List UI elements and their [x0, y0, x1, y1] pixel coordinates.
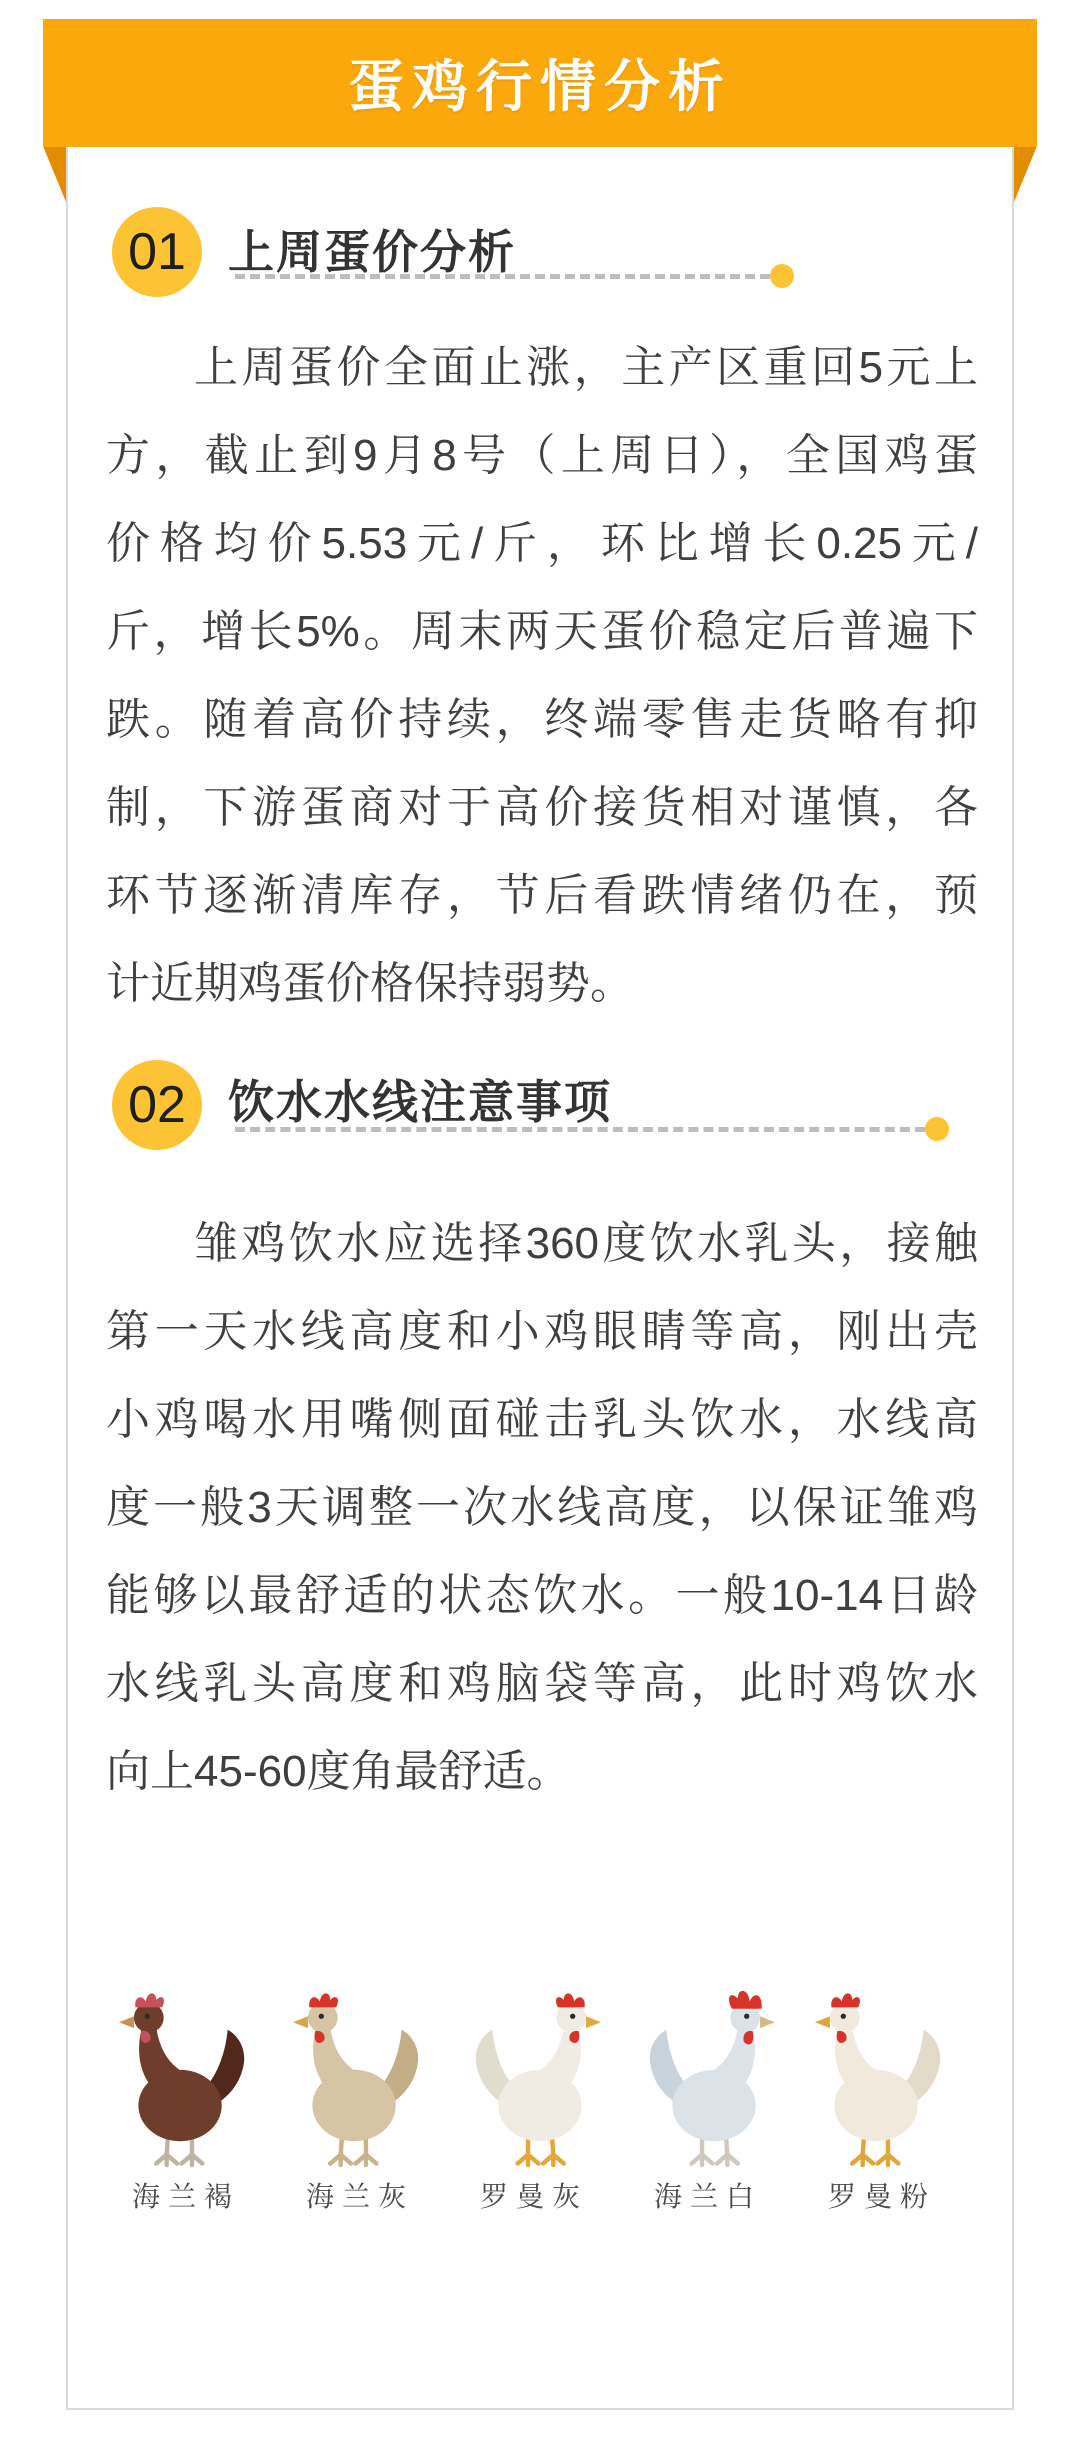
breed-label: 罗曼粉 [827, 2181, 936, 2212]
header-banner [43, 19, 1037, 147]
paragraph-line: 小鸡喝水用嘴侧面碰击乳头饮水，水线高 [106, 1395, 978, 1444]
breed-item [454, 1985, 614, 2215]
breed-label: 海兰褐 [131, 2181, 240, 2212]
section-02-number: 02 [128, 1076, 186, 1134]
paragraph-line: 水线乳头高度和鸡脑袋等高，此时鸡饮水 [106, 1659, 978, 1708]
breed-label: 海兰白 [653, 2181, 762, 2212]
banner-fold-left-shape [43, 146, 66, 202]
breed-gallery [106, 1985, 962, 2215]
hen-image [285, 1985, 435, 2171]
section-02-title: 饮水水线注意事项 [228, 1076, 612, 1128]
hen-image [111, 1985, 261, 2171]
breed-item [106, 1985, 266, 2215]
paragraph-line: 斤，增长5%。周末两天蛋价稳定后普遍下 [106, 607, 978, 656]
hen-image [459, 1985, 609, 2171]
paragraph-line: 价格均价5.53元/斤，环比增长0.25元/ [106, 519, 978, 568]
breed-label: 海兰灰 [305, 2181, 414, 2212]
section-01-number: 01 [128, 223, 186, 281]
section-01-paragraph [106, 324, 978, 1028]
banner-fold-right-shape [1014, 146, 1037, 202]
page-title: 蛋鸡行情分析 [348, 55, 732, 118]
breed-item [628, 1985, 788, 2215]
paragraph-line: 制，下游蛋商对于高价接货相对谨慎，各 [106, 783, 978, 832]
section-01-badge [112, 207, 202, 297]
hen-image [807, 1985, 957, 2171]
hen-image [633, 1985, 783, 2171]
paragraph-line: 方，截止到9月8号（上周日），全国鸡蛋 [106, 431, 978, 480]
section-01-divider-dot-icon [770, 264, 794, 288]
paragraph-line: 上周蛋价全面止涨，主产区重回5元上 [194, 343, 978, 392]
breed-label: 罗曼灰 [479, 2181, 588, 2212]
section-02-divider [235, 1127, 925, 1132]
section-01-title: 上周蛋价分析 [228, 226, 516, 278]
section-02-badge [112, 1060, 202, 1150]
paragraph-line: 环节逐渐清库存，节后看跌情绪仍在，预 [106, 871, 978, 920]
paragraph-line: 向上45-60度角最舒适。 [106, 1747, 571, 1796]
breed-item [280, 1985, 440, 2215]
breed-item [802, 1985, 962, 2215]
paragraph-line: 能够以最舒适的状态饮水。一般10-14日龄 [106, 1571, 978, 1620]
paragraph-line: 计近期鸡蛋价格保持弱势。 [106, 959, 634, 1008]
paragraph-line: 第一天水线高度和小鸡眼睛等高，刚出壳 [106, 1307, 978, 1356]
paragraph-line: 度一般3天调整一次水线高度，以保证雏鸡 [106, 1483, 978, 1532]
section-02-paragraph [106, 1200, 978, 1816]
paragraph-line: 跌。随着高价持续，终端零售走货略有抑 [106, 695, 978, 744]
paragraph-line: 雏鸡饮水应选择360度饮水乳头，接触 [194, 1219, 978, 1268]
section-02-divider-dot-icon [925, 1117, 949, 1141]
section-01-divider [235, 274, 770, 279]
